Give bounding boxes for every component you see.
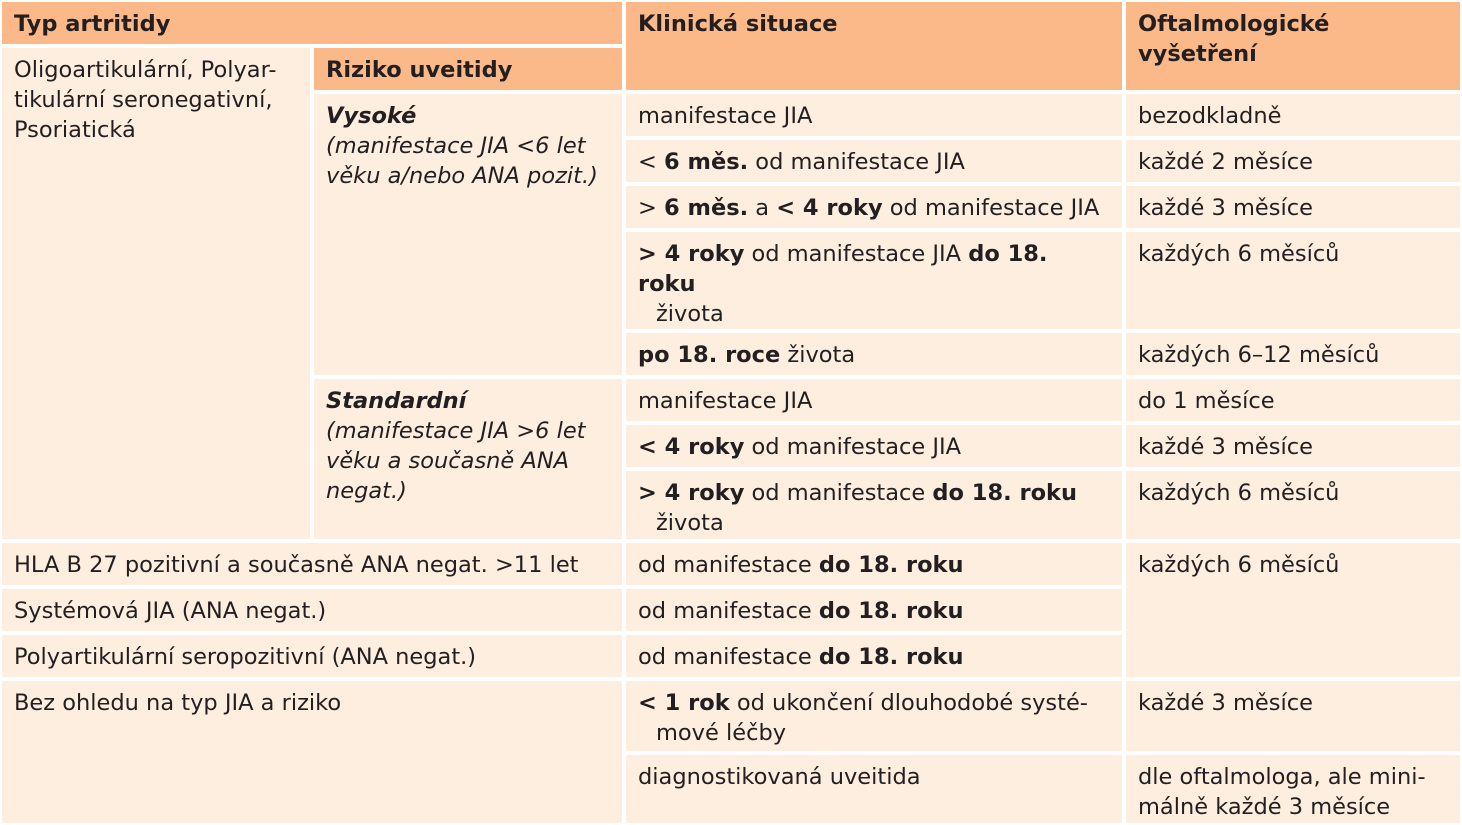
situation-cell: od manifestace do 18. roku [624, 633, 1124, 679]
header-exam-line1: Oftalmologické [1138, 11, 1330, 37]
situation-cell: od manifestace do 18. roku [624, 541, 1124, 587]
situation-cell: manifestace JIA [624, 92, 1124, 138]
type-systemic: Systémová JIA (ANA negat.) [0, 587, 624, 633]
type-oligo-line2: tikulární seronegativní, [14, 87, 273, 113]
situation-cell: > 4 roky od manifestace JIA do 18. roku života [624, 230, 1124, 331]
type-polyarticular-seropositive: Polyartikulární seropozitivní (ANA negat.) [0, 633, 624, 679]
risk-high-desc2: věku a/nebo ANA pozit.) [326, 163, 598, 189]
exam-cell: každých 6 měsíců [1124, 469, 1462, 541]
risk-standard [312, 377, 624, 541]
exam-line1: dle oftalmologa, ale mini- [1138, 764, 1426, 790]
risk-high-title: Vysoké [326, 103, 417, 129]
risk-standard-desc1: (manifestace JIA >6 let [326, 418, 586, 444]
header-risk: Riziko uveitidy [312, 46, 624, 92]
risk-high-desc1: (manifestace JIA <6 let [326, 133, 586, 159]
type-oligo-line3: Psoriatická [14, 117, 136, 143]
type-hla-b27: HLA B 27 pozitivní a současně ANA negat. >11 let [0, 541, 624, 587]
exam-cell [1124, 753, 1462, 825]
exam-cell: každých 6 měsíců [1124, 230, 1462, 331]
exam-cell: do 1 měsíce [1124, 377, 1462, 423]
situation-cell: > 4 roky od manifestace do 18. roku života [624, 469, 1124, 541]
situation-cell: < 4 roky od manifestace JIA [624, 423, 1124, 469]
exam-line2: málně každé 3 měsíce [1138, 794, 1391, 820]
risk-high [312, 92, 624, 377]
header-exam [1124, 0, 1462, 92]
situation-cell: > 6 měs. a < 4 roky od manifestace JIA [624, 184, 1124, 230]
risk-standard-desc2: věku a současně ANA [326, 448, 570, 474]
situation-cell: manifestace JIA [624, 377, 1124, 423]
situation-cell: < 6 měs. od manifestace JIA [624, 138, 1124, 184]
exam-cell: každé 2 měsíce [1124, 138, 1462, 184]
header-type: Typ artritidy [0, 0, 624, 46]
situation-cell: od manifestace do 18. roku [624, 587, 1124, 633]
exam-cell: každých 6–12 měsíců [1124, 331, 1462, 377]
exam-cell: každé 3 měsíce [1124, 184, 1462, 230]
exam-cell-others: každých 6 měsíců [1124, 541, 1462, 679]
type-oligo [0, 46, 312, 541]
exam-cell: každé 3 měsíce [1124, 423, 1462, 469]
exam-cell: každé 3 měsíce [1124, 679, 1462, 753]
situation-cell: po 18. roce života [624, 331, 1124, 377]
risk-standard-desc3: negat.) [326, 478, 407, 504]
risk-standard-title: Standardní [326, 388, 467, 414]
situation-cell: diagnostikovaná uveitida [624, 753, 1124, 825]
header-situation: Klinická situace [624, 0, 1124, 92]
exam-cell: bezodkladně [1124, 92, 1462, 138]
header-exam-line2: vyšetření [1138, 41, 1257, 67]
type-oligo-line1: Oligoartikulární, Polyar- [14, 57, 277, 83]
type-any: Bez ohledu na typ JIA a riziko [0, 679, 624, 825]
situation-cell: < 1 rok od ukončení dlouhodobé systé- mové léčby [624, 679, 1124, 753]
